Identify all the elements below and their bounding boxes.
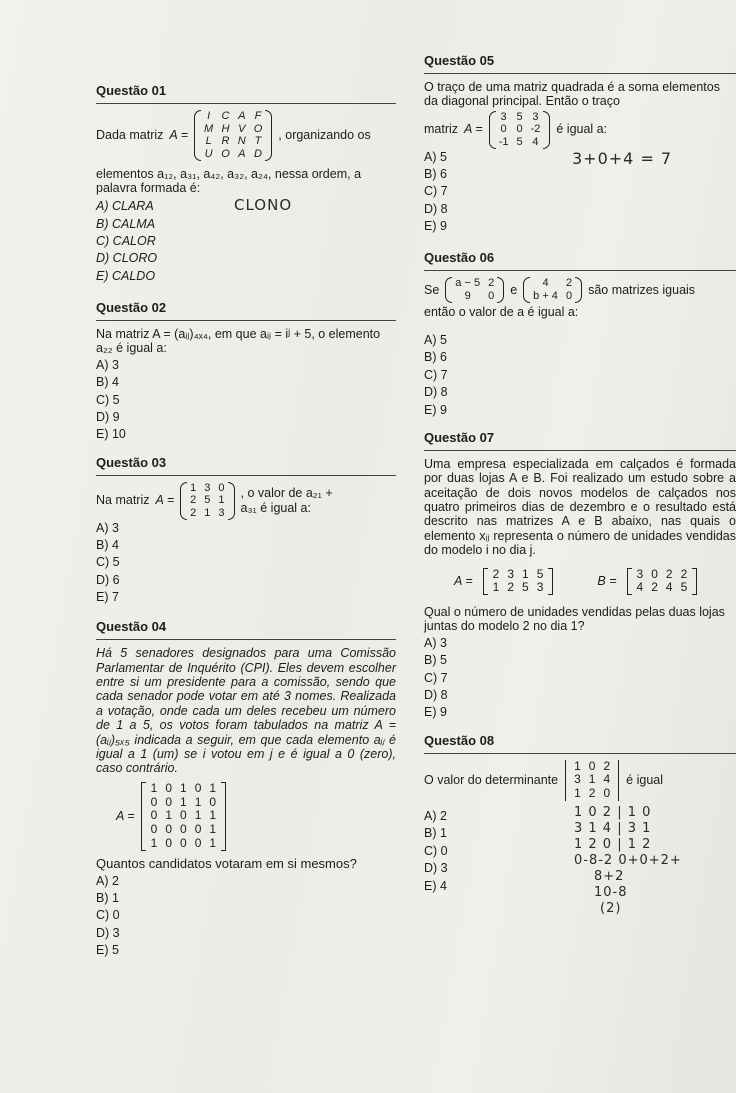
question-text: Uma empresa especializada em calçados é formada por duas lojas A e B. Foi realizado um estudo sobre a aceitação de dois novos modelos de calçados nos quatro primeiros dias de dezembro e o resultado está descrito nas matrizes A e B abaixo, nas quais o elemento xᵢⱼ representa o número de unidades vendidas do modelo i no dia j. bbox=[424, 456, 736, 558]
matrix-label: A = bbox=[454, 574, 473, 589]
matrix-A bbox=[483, 568, 554, 596]
question-text: elementos a₁₂, a₃₁, a₄₂, a₃₂, a₂₄, nessa ordem, a palavra formada é: bbox=[96, 166, 362, 195]
matrix-row bbox=[451, 277, 498, 290]
matrix-row bbox=[200, 148, 266, 161]
option-a[interactable]: A) 2 bbox=[424, 809, 447, 824]
option-d[interactable]: D) 3 bbox=[96, 925, 120, 940]
matrix-cell: 0 bbox=[150, 808, 158, 823]
handwritten-line: 0-8-2 0+0+2+ bbox=[574, 853, 682, 869]
matrix-cell: 2 bbox=[488, 277, 495, 290]
matrix-cell: R bbox=[221, 135, 230, 148]
determinant-matrix bbox=[564, 760, 620, 801]
option-e[interactable]: E) 7 bbox=[96, 590, 119, 605]
option-a[interactable]: A) 2 bbox=[96, 873, 119, 888]
matrix-cell: 0 bbox=[150, 822, 158, 837]
question-text: Dada matriz bbox=[96, 128, 164, 143]
matrix-row bbox=[489, 568, 548, 582]
matrix-cell: 1 bbox=[204, 506, 211, 519]
matrix-row bbox=[200, 123, 266, 136]
matrix-cell: b + 4 bbox=[533, 290, 558, 303]
matrix-row bbox=[495, 123, 545, 136]
matrix-cell: 0 bbox=[588, 758, 596, 773]
matrix-row bbox=[200, 110, 266, 123]
question-text: e bbox=[510, 282, 518, 297]
matrix-cell: -2 bbox=[530, 123, 541, 136]
handwritten-line: 3 1 4 | 3 1 bbox=[574, 821, 652, 837]
question-text: O valor do determinante bbox=[424, 773, 559, 788]
matrix-cell: 1 bbox=[180, 794, 187, 809]
matrix-cell: 3 bbox=[500, 110, 507, 123]
handwritten-line: 1 2 0 | 1 2 bbox=[574, 837, 652, 853]
option-e[interactable]: E) 9 bbox=[424, 402, 447, 417]
question-text: Quantos candidatos votaram em si mesmos? bbox=[96, 855, 357, 871]
matrix-cell: 0 bbox=[209, 794, 217, 809]
matrix-cell: 0 bbox=[194, 835, 202, 850]
question-title: Questão 02 bbox=[96, 300, 167, 316]
matrix-row bbox=[570, 773, 614, 787]
question-05 bbox=[424, 54, 736, 233]
matrix-row bbox=[489, 581, 548, 595]
matrix-cell: I bbox=[207, 109, 211, 122]
matrix-cell: 5 bbox=[516, 110, 523, 123]
option-c[interactable]: C) CALOR bbox=[96, 234, 156, 248]
matrix-cell: 5 bbox=[204, 494, 211, 507]
matrix-row bbox=[200, 135, 266, 148]
matrix-cell: 0 bbox=[516, 123, 523, 136]
option-a[interactable]: A) 5 bbox=[424, 333, 447, 348]
matrix-row bbox=[451, 290, 498, 303]
matrix-1 bbox=[445, 277, 504, 302]
matrix-cell: 1 bbox=[574, 758, 581, 773]
matrix-cell: 1 bbox=[522, 566, 529, 581]
option-c[interactable]: C) 7 bbox=[424, 367, 448, 382]
option-b[interactable]: B) 1 bbox=[96, 891, 119, 906]
option-b[interactable]: B) 5 bbox=[424, 653, 447, 668]
matrix-cell: 1 bbox=[218, 494, 225, 507]
matrix-label: A = bbox=[155, 493, 175, 508]
matrix-cell: F bbox=[254, 109, 262, 122]
question-text: , o valor de a₂₁ + a₃₁ é igual a: bbox=[240, 486, 333, 515]
divider bbox=[424, 450, 736, 451]
option-c[interactable]: C) 0 bbox=[424, 843, 448, 858]
question-text: Na matriz bbox=[96, 493, 150, 508]
option-c[interactable]: C) 5 bbox=[96, 555, 120, 570]
matrix-row bbox=[529, 277, 576, 290]
option-d[interactable]: D) 6 bbox=[96, 572, 120, 587]
matrix-cell: 3 bbox=[507, 566, 515, 581]
matrix-A bbox=[489, 111, 551, 149]
matrix-cell: V bbox=[238, 122, 246, 135]
option-e[interactable]: E) CALDO bbox=[96, 268, 156, 283]
matrix-row bbox=[570, 787, 614, 801]
matrix-cell: 2 bbox=[190, 506, 197, 519]
matrix-cell: 2 bbox=[680, 566, 688, 581]
option-e[interactable]: E) 5 bbox=[96, 943, 119, 958]
matrix-label: A = bbox=[169, 128, 189, 143]
option-a[interactable]: A) 3 bbox=[96, 357, 119, 372]
options-list bbox=[424, 805, 736, 917]
matrix-cell: 0 bbox=[180, 835, 187, 850]
handwritten-line: (2) bbox=[600, 901, 622, 917]
matrix-cell: 9 bbox=[464, 290, 471, 303]
matrix-row bbox=[570, 760, 614, 774]
matrix-cell: 1 bbox=[588, 772, 596, 787]
handwritten-work bbox=[574, 805, 682, 917]
matrix-cell: 1 bbox=[190, 481, 197, 494]
question-07 bbox=[424, 431, 736, 720]
matrix-cell: 4 bbox=[636, 580, 644, 595]
matrix-cell: 1 bbox=[209, 808, 217, 823]
matrix-label: A = bbox=[116, 809, 135, 824]
matrix-cell: O bbox=[253, 122, 263, 135]
question-text: matriz bbox=[424, 122, 459, 137]
matrix-row bbox=[633, 581, 692, 595]
matrix-cell: 1 bbox=[209, 822, 217, 837]
matrix-cell: 3 bbox=[536, 580, 544, 595]
matrix-A bbox=[141, 782, 226, 851]
question-text: , organizando os bbox=[278, 128, 371, 143]
matrix-row bbox=[633, 568, 692, 582]
option-d[interactable]: D) CLORO bbox=[96, 251, 158, 266]
matrix-cell: T bbox=[254, 135, 262, 148]
matrix-cell: 2 bbox=[603, 758, 611, 773]
option-b[interactable]: B) 6 bbox=[424, 166, 447, 181]
question-08 bbox=[424, 732, 736, 917]
matrix-cell: 3 bbox=[574, 772, 581, 787]
matrix-row bbox=[147, 809, 220, 823]
matrix-cell: 1 bbox=[209, 780, 217, 795]
question-06 bbox=[424, 251, 736, 416]
matrix-cell: a − 5 bbox=[455, 277, 481, 290]
divider bbox=[96, 475, 396, 476]
right-column bbox=[424, 53, 736, 917]
matrix-cell: 4 bbox=[532, 135, 539, 148]
matrix-cell: 2 bbox=[492, 566, 500, 581]
matrix-cell: C bbox=[221, 109, 230, 122]
question-text: Se bbox=[424, 282, 440, 297]
matrix-cell: 3 bbox=[532, 110, 539, 123]
question-text: Há 5 senadores designados para uma Comissão Parlamentar de Inquérito (CPI). Eles devem escolher entre si um presidente para a comissão, sendo que cada senador pode votar em até 3 nomes. Realizada a votação, onde cada um deles recebeu um número de 1 a 5, os votos foram tabulados na matriz A = (aᵢⱼ)₅ₓ₅ indicada a seguir, em que cada elemento aᵢⱼ é igual a 1 (um) se i votou em j e é igual a 0 (zero), caso contrário. bbox=[96, 646, 396, 776]
matrix-cell: 0 bbox=[651, 566, 658, 581]
matrix-cell: 0 bbox=[218, 481, 225, 494]
divider bbox=[96, 320, 396, 321]
option-e[interactable]: E) 9 bbox=[424, 705, 447, 720]
matrix-label: B = bbox=[597, 574, 617, 589]
matrix-cell: 0 bbox=[165, 835, 173, 850]
matrix-cell: 3 bbox=[204, 481, 211, 494]
matrix-row bbox=[147, 823, 220, 837]
option-a[interactable]: A) 3 bbox=[96, 520, 119, 535]
matrix-cell: 0 bbox=[565, 290, 573, 303]
matrix-row bbox=[147, 782, 220, 796]
matrix-cell: 2 bbox=[665, 566, 673, 581]
matrix-cell: 4 bbox=[542, 277, 549, 290]
matrix-cell: 0 bbox=[150, 794, 158, 809]
question-title: Questão 01 bbox=[96, 83, 167, 98]
option-b[interactable]: B) 4 bbox=[96, 375, 119, 390]
matrix-cell: 4 bbox=[603, 772, 611, 787]
matrix-cell: M bbox=[204, 122, 214, 135]
matrix-cell: 3 bbox=[218, 506, 225, 519]
matrix-cell: 1 bbox=[150, 780, 158, 795]
question-text: O traço de uma matriz quadrada é a soma elementos da diagonal principal. Então o traço bbox=[424, 79, 720, 109]
matrix-cell: 4 bbox=[665, 580, 673, 595]
matrix-row bbox=[495, 136, 545, 149]
matrix-cell: 1 bbox=[574, 786, 581, 801]
matrix-cell: 1 bbox=[492, 580, 500, 595]
matrix-row bbox=[529, 290, 576, 303]
matrix-cell: 1 bbox=[209, 835, 217, 850]
option-d[interactable]: D) 9 bbox=[96, 409, 120, 424]
matrix-cell: 3 bbox=[636, 566, 644, 581]
matrix-row bbox=[186, 482, 228, 495]
question-text: Qual o número de unidades vendidas pelas duas lojas juntas do modelo 2 no dia 1? bbox=[424, 605, 725, 634]
divider bbox=[424, 753, 736, 754]
handwritten-line: 10-8 bbox=[594, 885, 628, 901]
options-list bbox=[96, 196, 396, 283]
matrix-cell: 5 bbox=[516, 135, 523, 148]
question-title: Questão 03 bbox=[96, 454, 167, 470]
matrix-cell: 5 bbox=[536, 566, 544, 581]
matrix-cell: A bbox=[238, 109, 246, 122]
divider bbox=[96, 103, 396, 104]
matrix-row bbox=[147, 837, 220, 851]
option-b[interactable]: B) 1 bbox=[424, 826, 447, 841]
question-text: é igual bbox=[626, 773, 664, 788]
question-text: Na matriz A = (aᵢⱼ)₄ₓ₄, em que aᵢⱼ = iʲ + 5, o elemento a₂₂ é igual a: bbox=[96, 327, 381, 356]
matrix-cell: 2 bbox=[190, 494, 197, 507]
option-b[interactable]: B) 4 bbox=[96, 537, 119, 552]
divider bbox=[424, 73, 736, 74]
matrix-cell: 0 bbox=[194, 822, 202, 837]
option-e[interactable]: E) 4 bbox=[424, 878, 447, 893]
matrix-label: A = bbox=[464, 122, 483, 137]
matrix-cell: 1 bbox=[194, 794, 202, 809]
matrix-cell: 2 bbox=[565, 277, 573, 290]
matrix-cell: 1 bbox=[180, 780, 187, 795]
matrix-cell: 0 bbox=[500, 123, 507, 136]
matrix-cell: N bbox=[237, 135, 246, 148]
option-b[interactable]: B) 6 bbox=[424, 350, 447, 365]
left-column bbox=[96, 84, 396, 961]
question-03 bbox=[96, 456, 396, 605]
matrix-cell: L bbox=[205, 135, 212, 148]
divider bbox=[96, 639, 396, 640]
divider bbox=[424, 270, 736, 271]
matrix-A bbox=[180, 482, 234, 520]
question-text: são matrizes iguais bbox=[588, 282, 696, 297]
matrix-cell: 2 bbox=[651, 580, 658, 595]
option-c[interactable]: C) 7 bbox=[424, 670, 448, 685]
option-d[interactable]: D) 8 bbox=[424, 687, 448, 702]
matrix-cell: 5 bbox=[522, 580, 529, 595]
matrix-B bbox=[627, 568, 698, 596]
handwritten-line: 1 0 2 | 1 0 bbox=[574, 805, 652, 821]
handwritten-note: CLONO bbox=[234, 196, 293, 215]
question-02 bbox=[96, 301, 396, 442]
question-title: Questão 08 bbox=[424, 732, 495, 748]
matrix-cell: 1 bbox=[165, 808, 173, 823]
question-01 bbox=[96, 84, 396, 283]
matrix-cell: 0 bbox=[165, 780, 173, 795]
option-a[interactable]: A) CLARA bbox=[96, 199, 154, 214]
options-list bbox=[424, 150, 736, 234]
option-c[interactable]: C) 7 bbox=[424, 184, 448, 199]
matrix-cell: D bbox=[254, 147, 262, 160]
option-a[interactable]: A) 3 bbox=[424, 635, 447, 650]
matrix-cell: 0 bbox=[488, 290, 495, 303]
matrix-cell: 1 bbox=[150, 835, 158, 850]
matrix-cell: 5 bbox=[680, 580, 688, 595]
matrix-cell: 0 bbox=[603, 786, 611, 801]
option-d[interactable]: D) 3 bbox=[424, 861, 448, 876]
option-c[interactable]: C) 5 bbox=[96, 392, 120, 407]
matrix-cell: -1 bbox=[498, 135, 509, 148]
matrix-A bbox=[194, 110, 272, 161]
matrix-cell: 0 bbox=[194, 780, 202, 795]
question-text: é igual a: bbox=[556, 122, 608, 137]
matrix-cell: 2 bbox=[507, 580, 515, 595]
matrix-cell: 0 bbox=[165, 794, 173, 809]
question-title: Questão 04 bbox=[96, 619, 167, 635]
matrix-row bbox=[495, 111, 545, 124]
handwritten-line: 8+2 bbox=[594, 869, 625, 885]
question-04 bbox=[96, 620, 396, 957]
matrix-row bbox=[186, 494, 228, 507]
option-d[interactable]: D) 8 bbox=[424, 201, 448, 216]
matrix-cell: 0 bbox=[180, 822, 187, 837]
question-title: Questão 07 bbox=[424, 429, 495, 445]
question-title: Questão 05 bbox=[424, 53, 495, 68]
matrix-cell: U bbox=[204, 147, 213, 160]
question-text: então o valor de a é igual a: bbox=[424, 304, 579, 319]
option-d[interactable]: D) 8 bbox=[424, 385, 448, 400]
matrix-cell: H bbox=[221, 122, 230, 135]
matrix-cell: 1 bbox=[194, 808, 202, 823]
matrix-2 bbox=[523, 277, 582, 302]
option-e[interactable]: E) 10 bbox=[96, 427, 126, 442]
matrix-cell: O bbox=[221, 147, 230, 160]
matrix-cell: A bbox=[238, 147, 246, 160]
option-b[interactable]: B) CALMA bbox=[96, 216, 156, 231]
handwritten-note: 3+0+4 = 7 bbox=[572, 148, 673, 168]
matrix-row bbox=[186, 507, 228, 520]
matrix-cell: 0 bbox=[165, 822, 173, 837]
matrix-cell: 2 bbox=[588, 786, 596, 801]
option-c[interactable]: C) 0 bbox=[96, 908, 120, 923]
option-a[interactable]: A) 5 bbox=[424, 149, 447, 164]
matrix-row bbox=[147, 796, 220, 810]
matrix-cell: 0 bbox=[180, 808, 187, 823]
question-title: Questão 06 bbox=[424, 250, 495, 266]
option-e[interactable]: E) 9 bbox=[424, 219, 447, 234]
